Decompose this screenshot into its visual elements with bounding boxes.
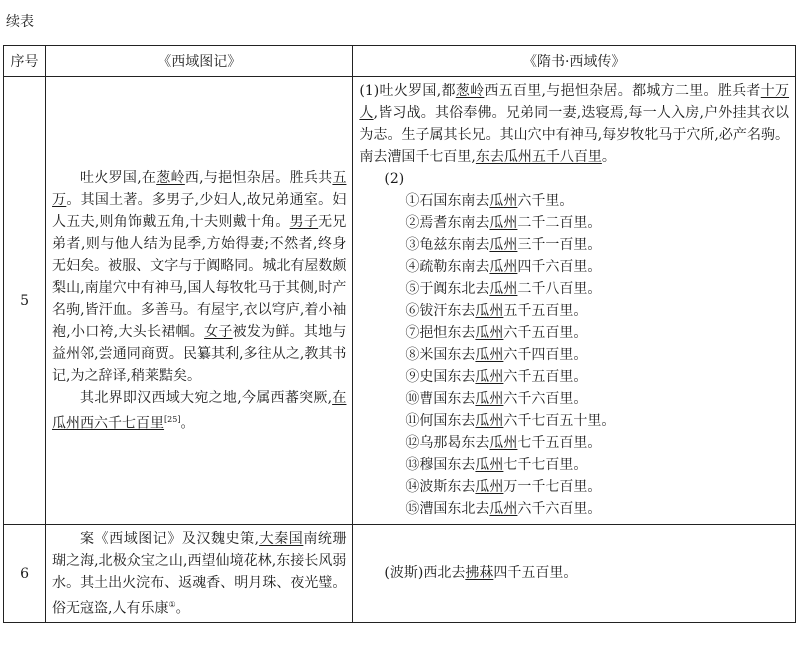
text-run: 南统珊瑚之海,北极众宝之山,西望仙境花林,东接长风弱水。其土出火浣布、返魂香、明月珠、夜光璧。俗无寇盗,人有乐康 (52, 530, 347, 617)
underlined-term: 瓜州 (489, 435, 518, 451)
row6-xiyu-tuji-para (52, 528, 346, 620)
text-run: 。其国土著。多男子,少妇人,故兄弟通室。妇人五夫,则角饰戴五角,十夫则戴十角。 (52, 191, 347, 230)
text-run: ⑤于阗东北去 (405, 281, 490, 297)
text-run: 。 (175, 600, 190, 617)
underlined-term: 瓜州 (475, 457, 504, 473)
text-run: ⑪何国东去 (405, 413, 476, 429)
row5-xiyu-tuji-para2 (52, 387, 346, 435)
text-run: 六千七百五十里。 (503, 413, 616, 429)
comparison-table (3, 45, 796, 623)
underlined-term: 瓜州 (475, 303, 504, 319)
list-item (359, 278, 789, 300)
text-run: 七千七百里。 (503, 457, 588, 473)
row5-xiyu-tuji-para1 (52, 167, 346, 387)
list-item (359, 388, 789, 410)
text-run: 二千八百里。 (517, 281, 602, 297)
text-run: 。 (601, 149, 616, 165)
text-run: 其北界即汉西域大宛之地,今属西蕃突厥, (80, 389, 333, 406)
text-run: 三千一百里。 (517, 237, 602, 253)
list-item (359, 344, 789, 366)
text-run: 六千四百里。 (503, 347, 588, 363)
row6-suishu-para (359, 562, 789, 584)
underlined-term: 瓜州 (475, 413, 504, 429)
underlined-term: 女子 (204, 323, 233, 340)
header-no: 序号 (4, 46, 46, 77)
row5-xiyu-tuji-cell (46, 77, 353, 525)
text-run: ⑥钹汗东去 (405, 303, 476, 319)
list-item (359, 476, 789, 498)
row6-suishu-cell (353, 525, 796, 623)
text-run: 六千五百里。 (503, 325, 588, 341)
text-run: 案《西域图记》及汉魏史策, (80, 530, 260, 547)
text-run: ⑫乌那曷东去 (405, 435, 490, 451)
underlined-term: 瓜州 (475, 391, 504, 407)
header-xiyu-tuji: 《西域图记》 (46, 46, 353, 77)
text-run: ③龟兹东南去 (405, 237, 490, 253)
underlined-term: 五万 (52, 169, 347, 208)
text-run: ②焉耆东南去 (405, 215, 490, 231)
row5-suishu-para1 (359, 80, 789, 168)
list-item (359, 432, 789, 454)
underlined-term: 葱岭 (156, 169, 185, 186)
text-run: ⑧米国东去 (405, 347, 476, 363)
text-run: 五千五百里。 (503, 303, 588, 319)
underlined-term: 瓜州 (475, 325, 504, 341)
list-item (359, 322, 789, 344)
row5-suishu-cell (353, 77, 796, 525)
table-row-6 (4, 525, 796, 623)
text-run: 西,与挹怛杂居。胜兵共 (184, 169, 333, 186)
header-suishu: 《隋书·西域传》 (353, 46, 796, 77)
text-run: ⑦挹怛东去 (405, 325, 476, 341)
text-run: 六千五百里。 (503, 369, 588, 385)
underlined-term: 大秦国 (259, 530, 304, 547)
row5-no: 5 (4, 77, 46, 525)
text-run: ④疏勒东南去 (405, 259, 490, 275)
text-run: ⑬穆国东去 (405, 457, 476, 473)
text-run: 六千里。 (517, 193, 574, 209)
footnote-ref: ① (168, 599, 176, 609)
underlined-term: 瓜州 (489, 215, 518, 231)
row6-xiyu-tuji-cell (46, 525, 353, 623)
text-run: 七千五百里。 (517, 435, 602, 451)
underlined-term: 在瓜州西六千七百里 (52, 389, 347, 432)
underlined-term: 拂菻 (465, 565, 494, 581)
text-run: 无兄弟者,则与他人结为昆季,方始得妻;不然者,终身无妇矣。被服、文字与于阗略同。城北有屋数颇梨山,南崖穴中有神马,国人每牧牝马于其侧,时产名驹,皆汗血。多善马。有屋宇,衣以穹庐,着小袖袍,小口袴,大头长裙帼。 (52, 213, 347, 340)
list-item (359, 234, 789, 256)
underlined-term: 瓜州 (489, 281, 518, 297)
underlined-term: 瓜州 (489, 193, 518, 209)
underlined-term: 瓜州 (489, 501, 518, 517)
underlined-term: 葱岭 (455, 83, 485, 99)
table-caption: 续表 (6, 14, 34, 30)
text-run: 。 (180, 415, 195, 432)
underlined-term: 十万人 (359, 83, 790, 121)
text-run: ⑭波斯东去 (405, 479, 476, 495)
footnote-ref: [25] (164, 414, 181, 424)
list-item (359, 410, 789, 432)
list-item (359, 454, 789, 476)
text-run: 四千五百里。 (493, 565, 578, 581)
underlined-term: 男子 (289, 213, 319, 230)
list-item (359, 300, 789, 322)
underlined-term: 东去瓜州五千八百里 (475, 149, 602, 165)
text-run: ⑩曹国东去 (405, 391, 476, 407)
text-run: (1)吐火罗国,都 (359, 83, 456, 99)
row5-suishu-list-head: (2) (384, 171, 405, 187)
list-item (359, 212, 789, 234)
table-row-5 (4, 77, 796, 525)
text-run: (波斯)西北去 (384, 565, 466, 581)
header-row (4, 46, 796, 77)
text-run: ,皆习战。其俗奉佛。兄弟同一妻,迭寝焉,每一人入房,户外挂其衣以为志。生子属其长兄。其山穴中有神马,每岁牧牝马于穴所,必产名驹。南去漕国千七百里, (359, 105, 789, 165)
text-run: 万一千七百里。 (503, 479, 602, 495)
list-item (359, 366, 789, 388)
underlined-term: 瓜州 (489, 237, 518, 253)
text-run: ⑮漕国东北去 (405, 501, 490, 517)
underlined-term: 瓜州 (475, 479, 504, 495)
text-run: 六千六百里。 (517, 501, 602, 517)
list-item (359, 256, 789, 278)
text-run: 四千六百里。 (517, 259, 602, 275)
text-run: 被发为鲜。其地与益州邻,尝通同商贾。民纂其利,多往从之,教其书记,为之辞译,稍莱黠矣。 (52, 323, 347, 384)
text-run: 六千六百里。 (503, 391, 588, 407)
underlined-term: 瓜州 (489, 259, 518, 275)
text-run: ①石国东南去 (405, 193, 490, 209)
row5-suishu-items (359, 190, 789, 520)
list-item (359, 498, 789, 520)
text-run: 吐火罗国,在 (80, 169, 157, 186)
row6-no: 6 (4, 525, 46, 623)
list-item (359, 190, 789, 212)
text-run: 西五百里,与挹怛杂居。都城方二里。胜兵者 (484, 83, 761, 99)
underlined-term: 瓜州 (475, 347, 504, 363)
underlined-term: 瓜州 (475, 369, 504, 385)
text-run: 二千二百里。 (517, 215, 602, 231)
row5-suishu-list (359, 168, 789, 520)
text-run: ⑨史国东去 (405, 369, 476, 385)
